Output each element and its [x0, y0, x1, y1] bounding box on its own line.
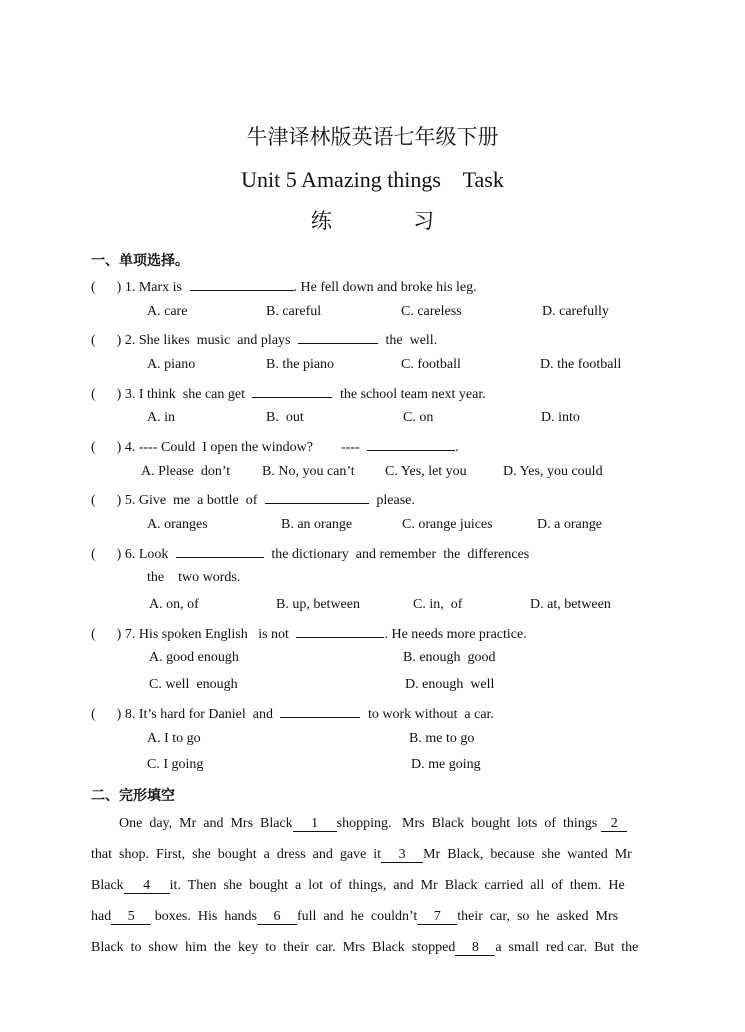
question-stem: 6. Look — [124, 547, 169, 562]
cloze-blank-7[interactable]: 7 — [417, 910, 457, 925]
blank-line[interactable] — [367, 437, 455, 451]
option-a: A. on, of — [149, 597, 199, 612]
cloze-text: their car, so he asked Mrs — [457, 909, 619, 924]
question-stem: 5. Give me a bottle of — [124, 493, 258, 508]
cloze-text: a small red car. But the — [495, 940, 639, 955]
section-heading-1: 一、单项选择。 — [91, 253, 189, 269]
cloze-text: Black to show him the key to their car. Mrs Black stopped — [91, 940, 456, 955]
cloze-text: shopping. Mrs Black bought lots of things — [336, 816, 598, 831]
question-stem: 2. She likes music and plays — [124, 333, 291, 348]
cloze-text: that shop. First, she bought a dress and gave it — [91, 847, 382, 862]
option-b: B. enough good — [403, 650, 496, 665]
option-b: B. the piano — [266, 357, 335, 372]
question-stem-end: . He needs more practice. — [384, 627, 527, 642]
option-b: B. an orange — [281, 517, 353, 532]
blank-line[interactable] — [190, 277, 294, 291]
option-c: C. I going — [147, 757, 204, 772]
answer-paren[interactable]: ( ) — [91, 493, 122, 508]
blank-line[interactable] — [280, 704, 360, 718]
option-a: A. Please don’t — [141, 464, 231, 479]
option-b: B. No, you can’t — [262, 464, 355, 479]
question-8 — [91, 704, 494, 723]
cloze-blank-8[interactable]: 8 — [455, 941, 495, 956]
question-6 — [91, 544, 529, 563]
question-stem: 3. I think she can get — [124, 387, 245, 402]
option-b: B. out — [266, 410, 304, 425]
option-d: D. enough well — [405, 677, 495, 692]
cloze-line-4 — [91, 909, 653, 925]
question-2 — [91, 330, 437, 349]
question-stem-end: . — [455, 440, 459, 455]
cloze-text: boxes. His hands — [151, 909, 257, 924]
title-unit: Unit 5 Amazing things Task — [241, 167, 504, 192]
option-c: C. careless — [401, 304, 462, 319]
option-d: D. into — [541, 410, 580, 425]
cloze-text: One day, Mr and Mrs Black — [119, 816, 293, 831]
option-b: B. me to go — [409, 731, 475, 746]
option-c: C. in, of — [413, 597, 463, 612]
section-heading-2: 二、完形填空 — [91, 788, 175, 804]
cloze-line-1 — [119, 816, 653, 832]
cloze-text: full and he couldn’t — [297, 909, 418, 924]
answer-paren[interactable]: ( ) — [91, 627, 122, 642]
question-stem-end: . He fell down and broke his leg. — [293, 280, 477, 295]
cloze-blank-6[interactable]: 6 — [257, 910, 297, 925]
blank-line[interactable] — [176, 544, 264, 558]
answer-paren[interactable]: ( ) — [91, 280, 122, 295]
question-stem-end: to work without a car. — [367, 707, 494, 722]
option-d: D. a orange — [537, 517, 602, 532]
question-stem: 1. Marx is — [124, 280, 182, 295]
option-b: B. up, between — [276, 597, 360, 612]
question-5 — [91, 490, 415, 509]
question-1 — [91, 277, 477, 296]
question-3 — [91, 384, 486, 403]
option-a: A. care — [147, 304, 188, 319]
title-chinese: 牛津译林版英语七年级下册 — [246, 125, 499, 149]
question-7 — [91, 624, 527, 643]
option-c: C. well enough — [149, 677, 238, 692]
option-c: C. football — [401, 357, 461, 372]
question-stem: 8. It’s hard for Daniel and — [124, 707, 273, 722]
option-c: C. Yes, let you — [385, 464, 467, 479]
option-d: D. the football — [540, 357, 622, 372]
cloze-line-3 — [91, 878, 653, 894]
cloze-line-2 — [91, 847, 653, 863]
answer-paren[interactable]: ( ) — [91, 440, 122, 455]
option-d: D. me going — [411, 757, 481, 772]
question-stem: 7. His spoken English is not — [124, 627, 289, 642]
blank-line[interactable] — [298, 330, 378, 344]
question-4 — [91, 437, 459, 456]
question-stem-end: the school team next year. — [339, 387, 486, 402]
cloze-blank-1[interactable]: 1 — [293, 817, 337, 832]
question-6-continued: the two words. — [147, 570, 241, 585]
answer-paren[interactable]: ( ) — [91, 707, 122, 722]
cloze-text: Black — [91, 878, 124, 893]
option-b: B. careful — [266, 304, 322, 319]
option-a: A. I to go — [147, 731, 201, 746]
option-a: A. good enough — [149, 650, 239, 665]
answer-paren[interactable]: ( ) — [91, 333, 122, 348]
option-a: A. oranges — [147, 517, 208, 532]
option-a: A. in — [147, 410, 175, 425]
question-stem: 4. ---- Could I open the window? ---- — [124, 440, 360, 455]
cloze-text: had — [91, 909, 112, 924]
option-d: D. Yes, you could — [503, 464, 603, 479]
question-stem-end: the well. — [385, 333, 438, 348]
question-stem-end: please. — [376, 493, 415, 508]
cloze-text: Mr Black, because she wanted Mr — [423, 847, 632, 862]
cloze-blank-4[interactable]: 4 — [124, 879, 170, 894]
answer-paren[interactable]: ( ) — [91, 387, 122, 402]
option-c: C. orange juices — [402, 517, 493, 532]
blank-line[interactable] — [252, 384, 332, 398]
question-stem-end: the dictionary and remember the differences — [271, 547, 530, 562]
option-d: D. carefully — [542, 304, 609, 319]
answer-paren[interactable]: ( ) — [91, 547, 122, 562]
cloze-text: it. Then she bought a lot of things, and Mr Black carried all of them. He — [169, 878, 625, 893]
cloze-line-5 — [91, 940, 653, 956]
blank-line[interactable] — [265, 490, 369, 504]
blank-line[interactable] — [296, 624, 384, 638]
option-a: A. piano — [147, 357, 196, 372]
option-c: C. on — [403, 410, 434, 425]
subtitle-practice: 练 习 — [310, 209, 473, 233]
option-d: D. at, between — [530, 597, 611, 612]
cloze-blank-3[interactable]: 3 — [381, 848, 423, 863]
cloze-blank-2[interactable]: 2 — [601, 817, 627, 832]
cloze-blank-5[interactable]: 5 — [111, 910, 151, 925]
